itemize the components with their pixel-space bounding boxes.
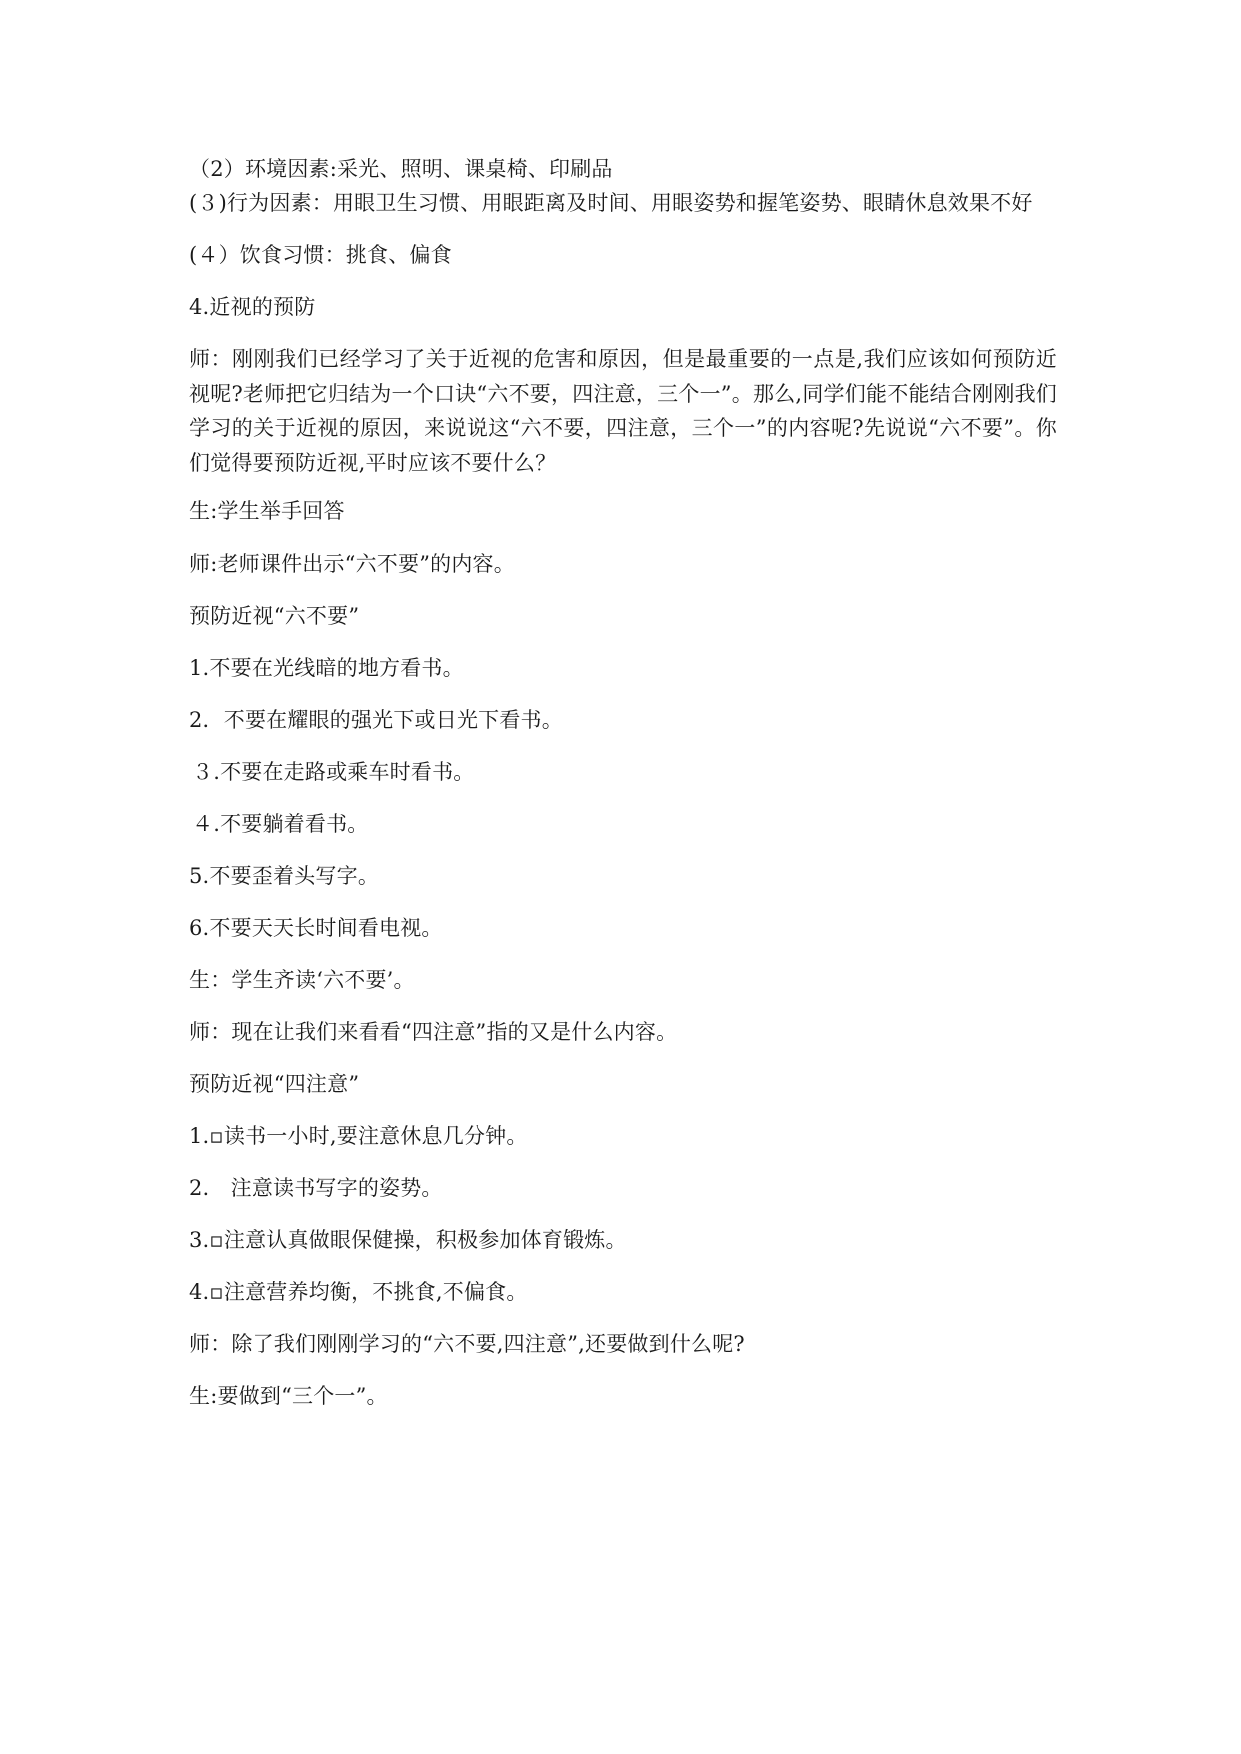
four-attentions-item-2: 2. 注意读书写字的姿势。 [189, 1176, 443, 1200]
six-donts-item-5: 5.不要歪着头写字。 [189, 864, 380, 888]
teacher-intro-paragraph: 师：刚刚我们已经学习了关于近视的危害和原因，但是最重要的一点是,我们应该如何预防近视呢?老师把它归结为一个口诀“六不要，四注意，三个一”。那么,同学们能不能结合刚刚我们学习的关于近视的原因，来说说这“六不要，四注意，三个一”的内容呢?先说说“六不要”。你们觉得要预防近视,平时应该不要什么？ [189, 347, 1057, 475]
four-attentions-item-1: 1.▫读书一小时,要注意休息几分钟。 [189, 1124, 528, 1148]
diet-habits-line: (４）饮食习惯：挑食、偏食 [189, 243, 452, 267]
teacher-show-six-donts: 师:老师课件出示“六不要”的内容。 [189, 552, 515, 576]
four-attentions-heading: 预防近视“四注意” [189, 1072, 360, 1096]
four-attentions-item-3: 3.▫注意认真做眼保健操，积极参加体育锻炼。 [189, 1228, 627, 1252]
six-donts-item-3: ３.不要在走路或乘车时看书。 [192, 760, 475, 784]
section-heading-prevention: 4.近视的预防 [189, 295, 316, 319]
behavior-factors-line: (３)行为因素：用眼卫生习惯、用眼距离及时间、用眼姿势和握笔姿势、眼睛休息效果不好 [189, 191, 1033, 215]
student-three-ones-line: 生:要做到“三个一”。 [189, 1384, 388, 1408]
four-attentions-item-4: 4.▫注意营养均衡，不挑食,不偏食。 [189, 1280, 528, 1304]
six-donts-item-2: 2．不要在耀眼的强光下或日光下看书。 [189, 708, 563, 732]
environment-factors-line: （2）环境因素:采光、照明、课桌椅、印刷品 [189, 157, 613, 181]
six-donts-item-1: 1.不要在光线暗的地方看书。 [189, 656, 464, 680]
six-donts-heading: 预防近视“六不要” [189, 604, 360, 628]
student-answer-line: 生:学生举手回答 [189, 499, 345, 523]
six-donts-item-4: ４.不要躺着看书。 [192, 812, 369, 836]
students-read-six-donts: 生：学生齐读‘六不要’。 [189, 968, 415, 992]
six-donts-item-6: 6.不要天天长时间看电视。 [189, 916, 443, 940]
teacher-question-line: 师：除了我们刚刚学习的“六不要,四注意”,还要做到什么呢? [189, 1332, 745, 1356]
teacher-four-attentions-intro: 师：现在让我们来看看“四注意”指的又是什么内容。 [189, 1020, 678, 1044]
